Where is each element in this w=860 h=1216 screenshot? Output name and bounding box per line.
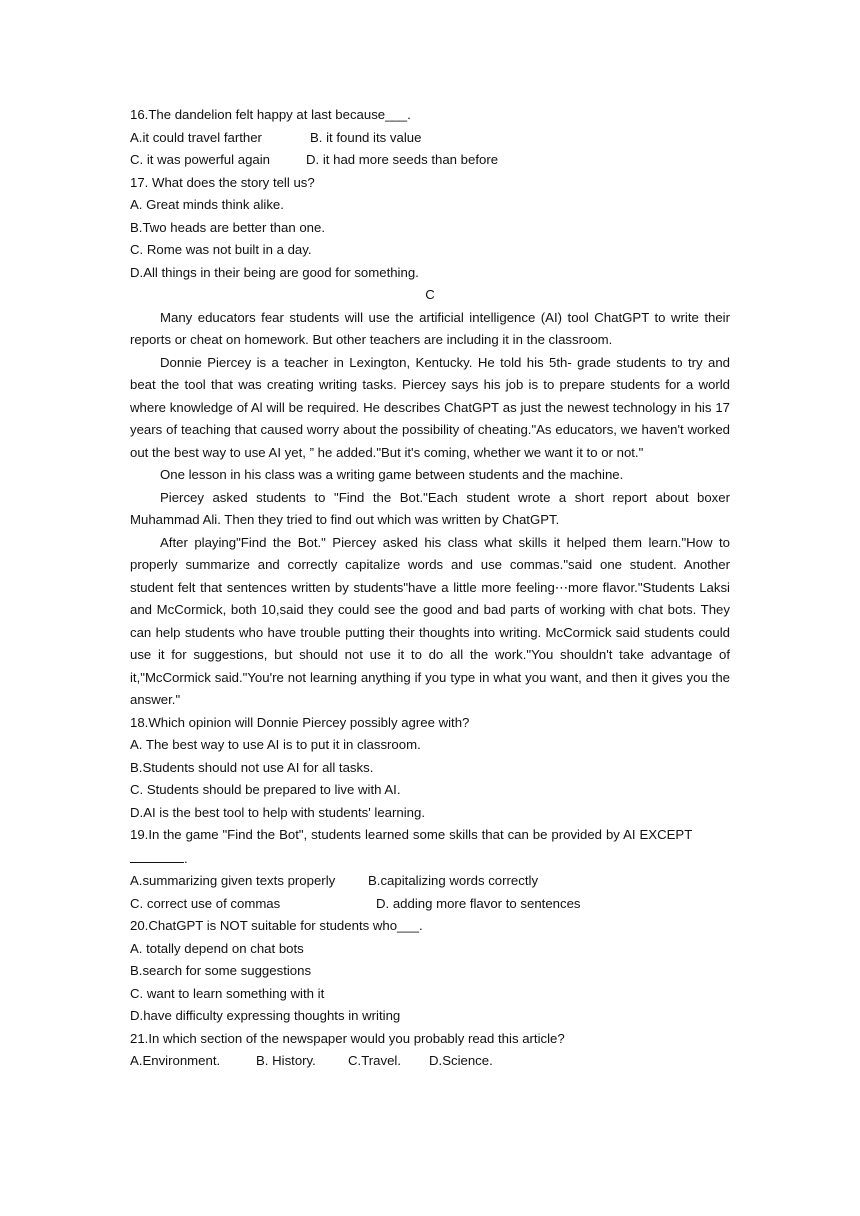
question-18-stem: 18.Which opinion will Donnie Piercey possibly agree with? <box>130 714 470 730</box>
question-20-option-a: A. totally depend on chat bots <box>130 940 304 956</box>
question-18-option-b: B.Students should not use AI for all tasks. <box>130 759 374 775</box>
question-20-stem: 20.ChatGPT is NOT suitable for students who___. <box>130 918 423 933</box>
question-17-option-b: B.Two heads are better than one. <box>130 219 326 235</box>
question-19-option-c: C. correct use of commas <box>130 895 281 911</box>
question-21-option-c: C.Travel. <box>348 1053 402 1068</box>
question-21-option-b: B. History. <box>256 1053 316 1068</box>
question-19-options-row-2 <box>130 893 730 916</box>
question-16-option-d: D. it had more seeds than before <box>306 152 499 167</box>
section-heading: C <box>425 287 435 302</box>
question-19-option-b: B.capitalizing words correctly <box>368 873 539 888</box>
question-17-option-a: A. Great minds think alike. <box>130 197 284 212</box>
question-20-option-b: B.search for some suggestions <box>130 963 312 978</box>
question-18-option-c: C. Students should be prepared to live with AI. <box>130 782 401 797</box>
question-17-stem: 17. What does the story tell us? <box>130 174 315 190</box>
passage-paragraph: After playing"Find the Bot." Piercey asked his class what skills it helped them learn."How to properly summarize and correctly capitalize words and use commas."said one student. Another student felt that sentences written by students"have a little more feeling⋯more flavor."Students Laksi and McCormick, both 10,said they could see the good and bad parts of working with chat bots. They can help students who have trouble putting their thoughts into writing. McCormick said students could use it for suggestions, but should not use it to do all the work."You shouldn't take advantage of it,"McCormick said."You're not learning anything if you type in what you want, and then it gives you the answer." <box>130 534 730 707</box>
question-16-options-row-2 <box>130 149 730 172</box>
question-16-options-row-1 <box>130 127 730 150</box>
document-page <box>130 104 730 1073</box>
question-17-option-d: D.All things in their being are good for something. <box>130 264 419 280</box>
question-21-options-row <box>130 1050 730 1073</box>
passage-paragraph: One lesson in his class was a writing game between students and the machine. <box>160 467 624 482</box>
question-18-option-a: A. The best way to use AI is to put it in classroom. <box>130 737 421 752</box>
question-20-option-c: C. want to learn something with it <box>130 985 325 1001</box>
question-16-stem: 16.The dandelion felt happy at last because___. <box>130 107 411 122</box>
answer-blank <box>130 847 184 863</box>
question-20-option-d: D.have difficulty expressing thoughts in writing <box>130 1008 401 1023</box>
question-21-stem: 21.In which section of the newspaper would you probably read this article? <box>130 1030 565 1046</box>
question-19-stem: 19.In the game "Find the Bot", students learned some skills that can be provided by AI EXCEPT <box>130 827 693 842</box>
question-16-option-a: A.it could travel farther <box>130 129 262 145</box>
question-19-stem-block <box>130 824 730 870</box>
passage-paragraph: Many educators fear students will use the artificial intelligence (AI) tool ChatGPT to write their reports or cheat on homework. But other teachers are including it in the classroom. <box>130 309 730 347</box>
question-21-option-d: D.Science. <box>429 1053 493 1068</box>
question-17-option-c: C. Rome was not built in a day. <box>130 242 312 257</box>
question-16-option-b: B. it found its value <box>310 129 422 145</box>
question-19-option-a: A.summarizing given texts properly <box>130 873 336 888</box>
question-19-options-row-1 <box>130 870 730 893</box>
passage-paragraph: Piercey asked students to "Find the Bot."Each student wrote a short report about boxer Muhammad Ali. Then they tried to find out which was written by ChatGPT. <box>130 489 730 527</box>
question-18-option-d: D.AI is the best tool to help with students' learning. <box>130 804 426 820</box>
question-19-option-d: D. adding more flavor to sentences <box>376 895 581 911</box>
question-16-option-c: C. it was powerful again <box>130 152 271 167</box>
question-21-option-a: A.Environment. <box>130 1053 221 1068</box>
passage-paragraph: Donnie Piercey is a teacher in Lexington, Kentucky. He told his 5th- grade students to try and beat the tool that was creating writing tasks. Piercey says his job is to prepare students for a world where knowledge of Al will be required. He describes ChatGPT as just the newest technology in his 17 years of teaching that caused worry about the possibility of cheating."As educators, we haven't worked out the best way to use AI yet, ” he added."But it's coming, whether we want it to or not." <box>130 354 730 460</box>
question-19-stem-tail: . <box>184 850 188 866</box>
